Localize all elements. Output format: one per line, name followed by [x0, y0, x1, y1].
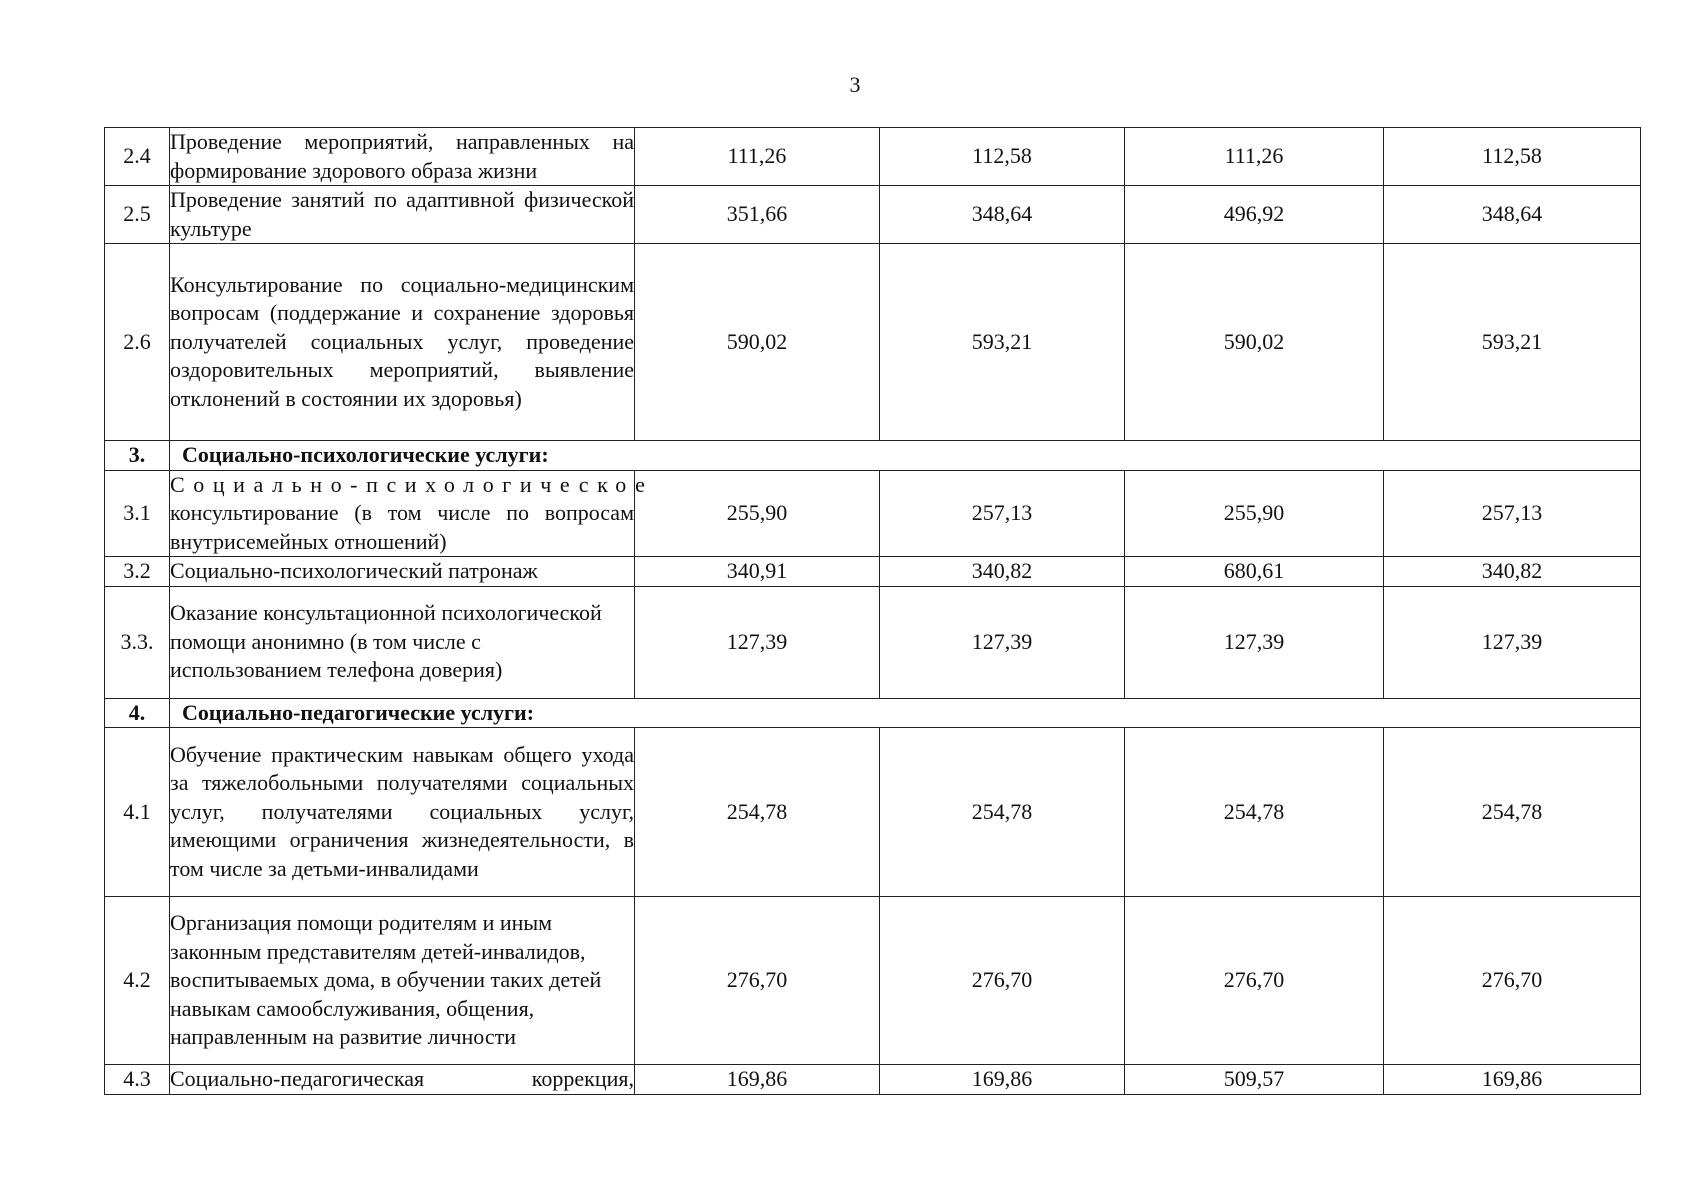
table-row: [105, 557, 1641, 587]
table-row: [105, 728, 1641, 897]
value-cell: 257,13: [880, 470, 1125, 557]
section-header-row: [105, 441, 1641, 471]
value-cell: 348,64: [880, 186, 1125, 244]
service-name: Организация помощи родителям и иным законным представителям детей-инвалидов, воспитываемых дома, в обучении таких детей навыкам самообслуживания, общения, направленным на развитие личности: [170, 897, 635, 1065]
value-cell: 111,26: [1125, 128, 1384, 186]
table-row: [105, 1065, 1641, 1095]
row-number: 4.3: [105, 1065, 170, 1095]
value-cell: 127,39: [635, 586, 880, 698]
service-name: Консультирование по социально-медицинским вопросам (поддержание и сохранение здоровья получателей социальных услуг, проведение оздоровительных мероприятий, выявление отклонений в состоянии их здоровья): [170, 244, 635, 441]
row-number: 2.4: [105, 128, 170, 186]
value-cell: 254,78: [1384, 728, 1641, 897]
section-number: 3.: [105, 441, 170, 471]
value-cell: 127,39: [880, 586, 1125, 698]
row-number: 2.5: [105, 186, 170, 244]
value-cell: 255,90: [1125, 470, 1384, 557]
service-name: Оказание консультационной психологической помощи анонимно (в том числе с использованием телефона доверия): [170, 586, 635, 698]
value-cell: 340,82: [1384, 557, 1641, 587]
value-cell: 590,02: [1125, 244, 1384, 441]
value-cell: 593,21: [880, 244, 1125, 441]
value-cell: 254,78: [1125, 728, 1384, 897]
service-name: Проведение занятий по адаптивной физической культуре: [170, 186, 635, 244]
row-number: 3.1: [105, 470, 170, 557]
value-cell: 254,78: [880, 728, 1125, 897]
value-cell: 276,70: [1125, 897, 1384, 1065]
table-row: [105, 470, 1641, 557]
row-number: 3.2: [105, 557, 170, 587]
tariff-table: [104, 127, 1641, 1095]
value-cell: 276,70: [880, 897, 1125, 1065]
value-cell: 496,92: [1125, 186, 1384, 244]
value-cell: 590,02: [635, 244, 880, 441]
row-number: 4.1: [105, 728, 170, 897]
table-row: [105, 586, 1641, 698]
value-cell: 169,86: [880, 1065, 1125, 1095]
value-cell: 127,39: [1384, 586, 1641, 698]
service-name: Проведение мероприятий, направленных на формирование здорового образа жизни: [170, 128, 635, 186]
service-name: Социально-психологический патронаж: [170, 557, 635, 587]
service-name: Обучение практическим навыкам общего ухода за тяжелобольными получателями социальных услуг, получателями социальных услуг, имеющими ограничения жизнедеятельности, в том числе за детьми-инвалидами: [170, 728, 635, 897]
value-cell: 169,86: [1384, 1065, 1641, 1095]
value-cell: 680,61: [1125, 557, 1384, 587]
page-number: 3: [849, 72, 861, 97]
value-cell: 340,91: [635, 557, 880, 587]
value-cell: 351,66: [635, 186, 880, 244]
value-cell: 340,82: [880, 557, 1125, 587]
value-cell: 169,86: [635, 1065, 880, 1095]
service-name-cell: [170, 470, 654, 557]
value-cell: 276,70: [1384, 897, 1641, 1065]
row-number: 4.2: [105, 897, 170, 1065]
value-cell: 112,58: [1384, 128, 1641, 186]
value-cell: 276,70: [635, 897, 880, 1065]
table-row: [105, 897, 1641, 1065]
row-number: 3.3.: [105, 586, 170, 698]
service-name-spaced: Социально-психологическое: [170, 471, 654, 497]
value-cell: 509,57: [1125, 1065, 1384, 1095]
value-cell: 257,13: [1384, 470, 1641, 557]
service-name: Социально-педагогическая коррекция,: [170, 1065, 635, 1095]
value-cell: 112,58: [880, 128, 1125, 186]
table-row: [105, 244, 1641, 441]
value-cell: 127,39: [1125, 586, 1384, 698]
table-row: [105, 186, 1641, 244]
service-name: консультирование (в том числе по вопросам внутрисемейных отношений): [170, 500, 634, 554]
section-header-row: [105, 698, 1641, 728]
section-number: 4.: [105, 698, 170, 728]
value-cell: 254,78: [635, 728, 880, 897]
value-cell: 593,21: [1384, 244, 1641, 441]
section-title: Социально-психологические услуги:: [170, 441, 1641, 471]
value-cell: 348,64: [1384, 186, 1641, 244]
value-cell: 111,26: [635, 128, 880, 186]
row-number: 2.6: [105, 244, 170, 441]
section-title: Социально-педагогические услуги:: [170, 698, 1641, 728]
value-cell: 255,90: [635, 470, 880, 557]
table-row: [105, 128, 1641, 186]
